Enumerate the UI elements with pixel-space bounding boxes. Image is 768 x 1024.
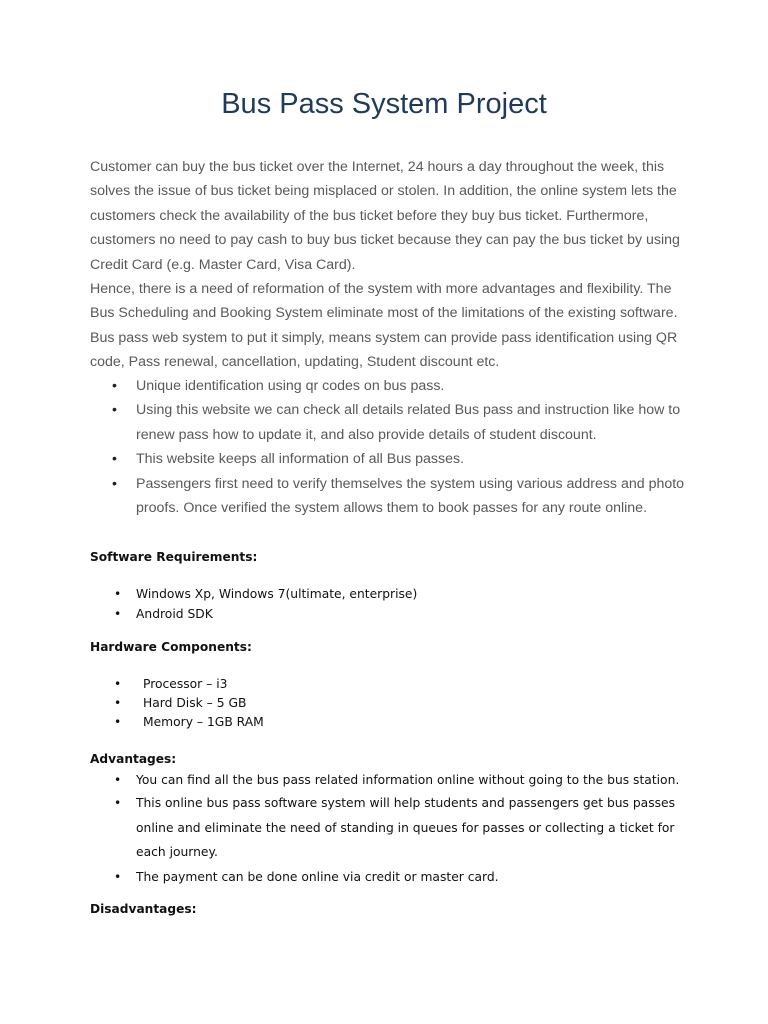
list-item: • You can find all the bus pass related information online without going to the bus station.: [90, 769, 690, 791]
software-requirements-heading: Software Requirements:: [90, 550, 258, 564]
list-item: • The payment can be done online via credit or master card.: [90, 865, 690, 890]
list-item: • Windows Xp, Windows 7(ultimate, enterprise): [90, 585, 690, 605]
features-list: [90, 374, 690, 520]
hardware-components-heading: Hardware Components:: [90, 640, 252, 654]
list-item: • Hard Disk – 5 GB: [90, 694, 690, 713]
intro-section: [90, 155, 680, 375]
list-item: • Passengers first need to verify themselves the system using various address and photo proofs. Once verified the system allows them to book passes for any route online.: [90, 472, 690, 521]
hardware-list: [90, 675, 690, 732]
list-item: • Android SDK: [90, 605, 690, 625]
intro-paragraph: Hence, there is a need of reformation of the system with more advantages and flexibility. The Bus Scheduling and Booking System eliminate most of the limitations of the existing software. Bus pass web system to put it simply, means system can provide pass identification using QR code, Pass renewal, cancellation, updating, Student discount etc.: [90, 281, 678, 371]
disadvantages-heading: Disadvantages:: [90, 902, 197, 916]
advantages-list: [90, 769, 690, 889]
list-item: • Unique identification using qr codes on bus pass.: [90, 374, 690, 398]
list-item: • This website keeps all information of all Bus passes.: [90, 447, 690, 471]
intro-paragraph: Customer can buy the bus ticket over the Internet, 24 hours a day throughout the week, this solves the issue of bus ticket being misplaced or stolen. In addition, the online system lets the customers check the availability of the bus ticket before they buy bus ticket. Furthermore, customers no need to pay cash to buy bus ticket because they can pay the bus ticket by using Credit Card (e.g. Master Card, Visa Card).: [90, 159, 680, 273]
list-item: • Processor – i3: [90, 675, 690, 694]
list-item: • Memory – 1GB RAM: [90, 713, 690, 732]
list-item: • This online bus pass software system will help students and passengers get bus passes online and eliminate the need of standing in queues for passes or collecting a ticket for each journey.: [90, 791, 690, 865]
advantages-heading: Advantages:: [90, 752, 177, 766]
list-item: • Using this website we can check all details related Bus pass and instruction like how to renew pass how to update it, and also provide details of student discount.: [90, 398, 690, 447]
software-list: [90, 585, 690, 624]
document-title: Bus Pass System Project: [221, 88, 547, 120]
